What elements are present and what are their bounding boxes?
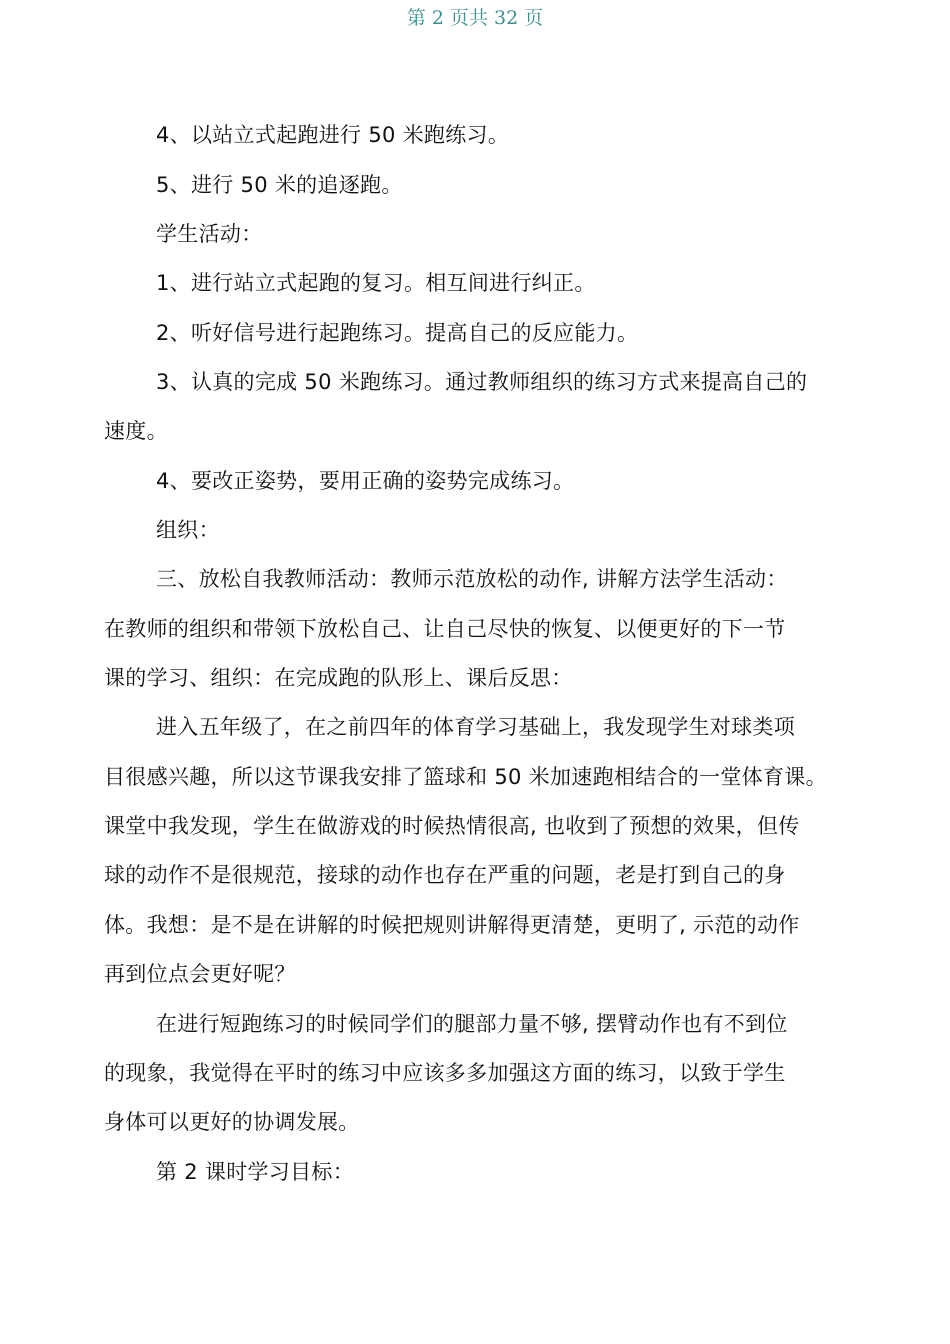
- text-line: 三、放松自我教师活动：教师示范放松的动作, 讲解方法学生活动：: [156, 567, 788, 591]
- text-line: 组织：: [156, 518, 220, 542]
- text-line: 第 2 课时学习目标：: [156, 1160, 355, 1184]
- text-line: 在教师的组织和带领下放松自己、让自己尽快的恢复、以便更好的下一节: [104, 617, 786, 641]
- text-line: 学生活动：: [156, 222, 263, 246]
- text-line: 4、以站立式起跑进行 50 米跑练习。: [156, 123, 510, 147]
- text-line: 的现象，我觉得在平时的练习中应该多多加强这方面的练习，以致于学生: [104, 1061, 786, 1085]
- text-line: 速度。: [104, 419, 168, 443]
- text-line: 课堂中我发现，学生在做游戏的时候热情很高, 也收到了预想的效果，但传: [104, 814, 800, 838]
- text-line: 4、要改正姿势，要用正确的姿势完成练习。: [156, 469, 575, 493]
- text-line: 2、听好信号进行起跑练习。提高自己的反应能力。: [156, 321, 639, 345]
- text-line: 5、进行 50 米的追逐跑。: [156, 173, 403, 197]
- text-line: 身体可以更好的协调发展。: [104, 1110, 360, 1134]
- text-line: 3、认真的完成 50 米跑练习。通过教师组织的练习方式来提高自己的: [156, 370, 808, 394]
- text-line: 1、进行站立式起跑的复习。相互间进行纠正。: [156, 271, 596, 295]
- page-indicator: 第 2 页共 32 页: [406, 7, 544, 29]
- text-line: 球的动作不是很规范，接球的动作也存在严重的问题，老是打到自己的身: [104, 863, 786, 887]
- text-line: 课的学习、组织：在完成跑的队形上、课后反思：: [104, 666, 573, 690]
- text-line: 体。我想：是不是在讲解的时候把规则讲解得更清楚，更明了, 示范的动作: [104, 913, 800, 937]
- text-line: 进入五年级了，在之前四年的体育学习基础上，我发现学生对球类项: [156, 715, 795, 739]
- text-line: 在进行短跑练习的时候同学们的腿部力量不够, 摆臂动作也有不到位: [156, 1012, 788, 1036]
- text-line: 目很感兴趣，所以这节课我安排了篮球和 50 米加速跑相结合的一堂体育课。: [104, 765, 827, 789]
- text-line: 再到位点会更好呢？: [104, 962, 296, 986]
